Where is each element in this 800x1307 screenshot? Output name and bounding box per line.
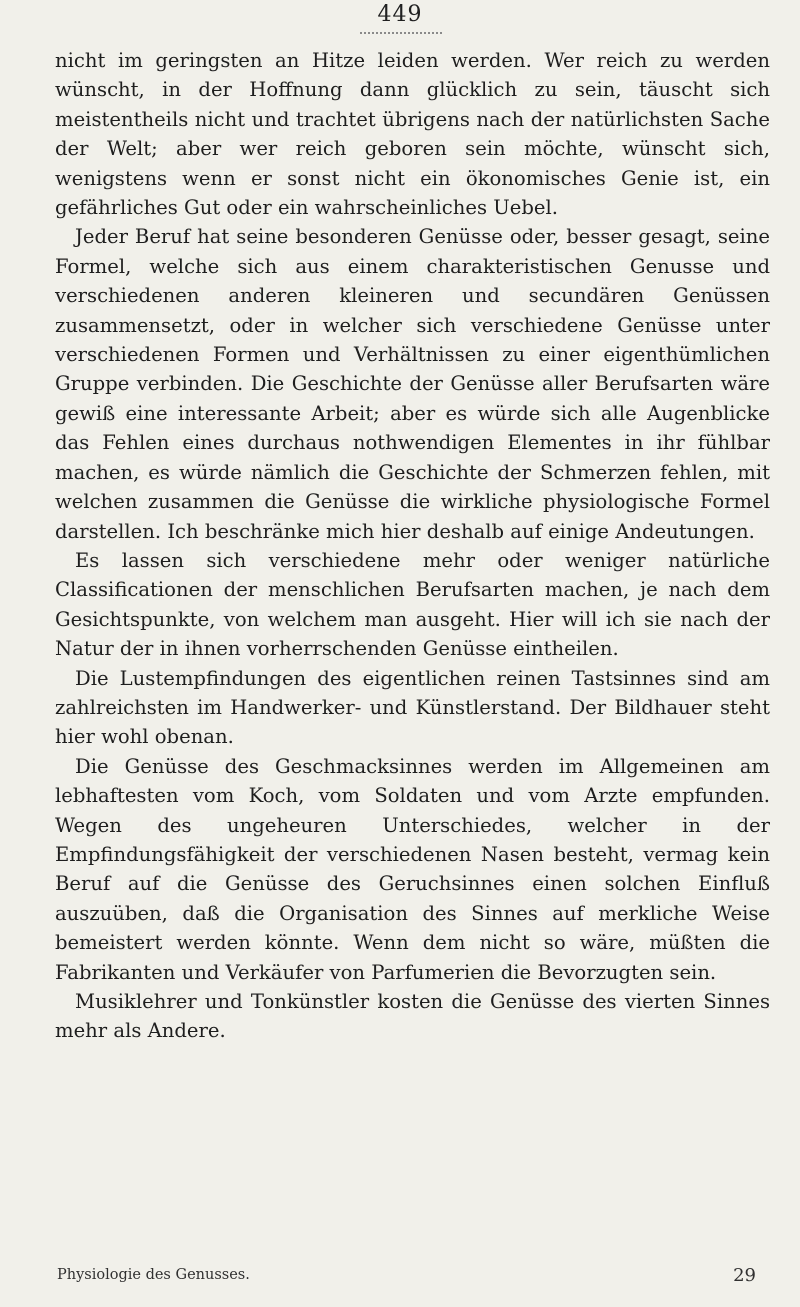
paragraph: nicht im geringsten an Hitze leiden werden. Wer reich zu werden wünscht, in der Hoffnung dann glücklich zu sein, täuscht sich meistentheils nicht und trachtet übrigens nach der natürlichsten Sache der Welt; aber wer reich geboren sein möchte, wünscht sich, wenigstens wenn er sonst nicht ein ökonomisches Genie ist, ein gefährliches Gut oder ein wahrscheinliches Uebel.	[55, 49, 770, 220]
paragraph: Die Lustempfindungen des eigentlichen reinen Tastsinnes sind am zahlreichsten im Handwerker- und Künstlerstand. Der Bildhauer steht hier wohl obenan.	[55, 666, 770, 749]
body-text	[55, 46, 770, 1046]
page-footer	[55, 1265, 770, 1289]
paragraph: Musiklehrer und Tonkünstler kosten die Genüsse des vierten Sinnes mehr als Andere.	[55, 990, 770, 1043]
header-ornament	[360, 32, 442, 38]
paragraph: Die Genüsse des Geschmacksinnes werden im Allgemeinen am lebhaftesten vom Koch, vom Soldaten und vom Arzte empfunden. Wegen des ungeheuren Unterschiedes, welcher in der Empfindungsfähigkeit der verschiedenen Nasen besteht, vermag kein Beruf auf die Genüsse des Geruchsinnes einen solchen Einfluß auszuüben, daß die Organisation des Sinnes auf merkliche Weise bemeistert werden könnte. Wenn dem nicht so wäre, müßten die Fabrikanten und Verkäufer von Parfumerien die Bevorzugten sein.	[55, 754, 770, 984]
page-number: 449	[377, 2, 423, 27]
paragraph: Jeder Beruf hat seine besonderen Genüsse oder, besser gesagt, seine Formel, welche sich aus einem charakteristischen Genusse und verschiedenen anderen kleineren und secundären Genüssen zusammensetzt, oder in welcher sich verschiedene Genüsse unter verschiedenen Formen und Verhältnissen zu einer eigenthümlichen Gruppe verbinden. Die Geschichte der Genüsse aller Berufsarten wäre gewiß eine interessante Arbeit; aber es würde sich alle Augenblicke das Fehlen eines durchaus nothwendigen Elementes in ihr fühlbar machen, es würde nämlich die Geschichte der Schmerzen fehlen, mit welchen zusammen die Genüsse die wirkliche physiologische Formel darstellen. Ich beschränke mich hier deshalb auf einige Andeutungen.	[55, 225, 770, 543]
running-footer-title: Physiologie des Genusses.	[57, 1267, 250, 1283]
paragraph: Es lassen sich verschiedene mehr oder weniger natürliche Classificationen der menschlichen Berufsarten machen, je nach dem Gesichtspunkte, von welchem man ausgeht. Hier will ich sie nach der Natur der in ihnen vorherrschenden Genüsse eintheilen.	[55, 548, 770, 661]
signature-mark: 29	[733, 1265, 756, 1286]
